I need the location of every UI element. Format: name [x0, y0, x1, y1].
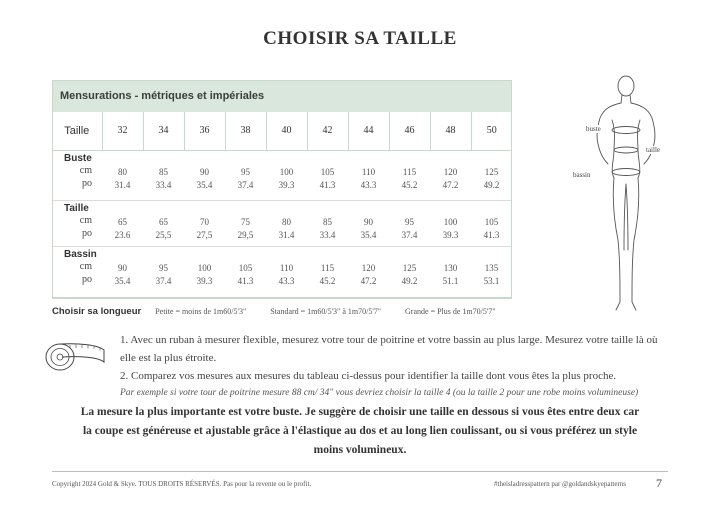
footer-hashtag: #theisladresspattern par @goldandskyepatterns [494, 480, 627, 488]
value-cm: 115 [320, 262, 335, 273]
instruction-step-1: 1. Avec un ruban à mesurer flexible, mesurez votre tour de poitrine et votre bassin au plus large. Mesurez votre taille là où elle est la plus étroite. [120, 334, 658, 364]
value-cm: 80 [282, 216, 291, 227]
value-po: 47.2 [442, 179, 459, 190]
measurement-value-cell [389, 200, 430, 246]
size-header-50: 50 [471, 112, 512, 150]
value-po: 23.6 [114, 229, 131, 240]
cell-spacer [471, 153, 512, 166]
measurement-row-buste [52, 150, 512, 200]
value-po: 37.4 [401, 229, 418, 240]
value-po: 43.3 [360, 179, 377, 190]
cell-spacer [266, 203, 307, 216]
measurement-value-cell [266, 200, 307, 246]
figure-label-waist: taille [646, 146, 660, 154]
measurement-value-cell [430, 150, 471, 200]
measurement-row-taille [52, 200, 512, 246]
measurement-value-cell [430, 246, 471, 298]
cell-spacer [266, 153, 307, 166]
value-po: 41.3 [483, 229, 500, 240]
length-guide [52, 306, 532, 317]
value-po: 31.4 [114, 179, 131, 190]
size-header-32: 32 [102, 112, 143, 150]
cell-spacer [102, 153, 143, 166]
measurements-body [52, 150, 512, 298]
value-po: 37.4 [237, 179, 254, 190]
cell-spacer [184, 203, 225, 216]
measurement-value-cell [307, 200, 348, 246]
cell-spacer [102, 203, 143, 216]
measurement-value-cell [348, 200, 389, 246]
value-po: 43.3 [278, 275, 295, 286]
value-po: 39.3 [442, 229, 459, 240]
value-po: 39.3 [196, 275, 213, 286]
measurement-value-cell [184, 246, 225, 298]
value-cm: 95 [405, 216, 414, 227]
value-po: 37.4 [155, 275, 172, 286]
unit-label: po [82, 177, 92, 189]
key-note: La mesure la plus importante est votre buste. Je suggère de choisir une taille en dessous si vous êtes entre deux car la coupe est généreuse et ajustable grâce à l'élastique au dos et au long lien coulissant, ou si vous préférez un style moins volumineux. [80, 406, 640, 456]
cell-spacer [184, 249, 225, 262]
cell-spacer [143, 153, 184, 166]
figure-label-bust: buste [586, 125, 601, 133]
value-cm: 105 [484, 216, 499, 227]
measurement-value-cell [471, 246, 512, 298]
instructions [120, 331, 676, 401]
measurement-value-cell [225, 246, 266, 298]
cell-spacer [389, 249, 430, 262]
measurement-value-cell [471, 150, 512, 200]
measurement-value-cell [389, 150, 430, 200]
measurement-value-cell [307, 150, 348, 200]
value-cm: 95 [159, 262, 168, 273]
value-po: 45.2 [401, 179, 418, 190]
value-cm: 70 [200, 216, 209, 227]
cell-spacer [225, 153, 266, 166]
value-cm: 130 [443, 262, 458, 273]
value-cm: 90 [364, 216, 373, 227]
value-cm: 125 [402, 262, 417, 273]
cell-spacer [225, 249, 266, 262]
value-cm: 80 [118, 166, 127, 177]
size-header-44: 44 [348, 112, 389, 150]
length-option-petite: Petite = moins de 1m60/5'3" [155, 307, 247, 316]
measurement-value-cell [102, 200, 143, 246]
measuring-tape-icon [40, 336, 108, 378]
value-cm: 100 [443, 216, 458, 227]
unit-label: cm [79, 260, 92, 272]
cell-spacer [307, 249, 348, 262]
value-cm: 115 [402, 166, 417, 177]
measurement-value-cell [184, 150, 225, 200]
length-label: Choisir sa longueur [52, 306, 142, 317]
unit-label: po [82, 273, 92, 285]
cell-spacer [225, 203, 266, 216]
cell-spacer [430, 153, 471, 166]
table-header: Mensurations - métriques et impériales [52, 80, 512, 112]
instruction-step-2: 2. Comparez vos mesures aux mesures du tableau ci-dessus pour identifier la taille dont vous êtes la plus proche. [120, 370, 617, 382]
measurement-name: Bassin [64, 248, 97, 260]
cell-spacer [389, 153, 430, 166]
value-cm: 135 [484, 262, 499, 273]
size-row [52, 112, 512, 150]
value-cm: 90 [118, 262, 127, 273]
measurement-name: Taille [64, 202, 89, 214]
measurement-value-cell [143, 200, 184, 246]
value-cm: 110 [361, 166, 376, 177]
cell-spacer [184, 153, 225, 166]
measurement-value-cell [307, 246, 348, 298]
value-cm: 95 [241, 166, 250, 177]
page-number: 7 [656, 476, 662, 490]
value-cm: 90 [200, 166, 209, 177]
value-cm: 125 [484, 166, 499, 177]
value-cm: 120 [443, 166, 458, 177]
cell-spacer [348, 249, 389, 262]
length-option-grande: Grande = Plus de 1m70/5'7" [405, 307, 496, 316]
value-po: 49.2 [401, 275, 418, 286]
value-cm: 100 [197, 262, 212, 273]
measurement-value-cell [471, 200, 512, 246]
cell-spacer [102, 249, 143, 262]
unit-label: po [82, 227, 92, 239]
value-po: 35.4 [114, 275, 131, 286]
size-header-38: 38 [225, 112, 266, 150]
unit-label: cm [79, 164, 92, 176]
value-cm: 65 [118, 216, 127, 227]
size-header-36: 36 [184, 112, 225, 150]
figure-label-hip: bassin [573, 171, 591, 179]
measurement-value-cell [102, 150, 143, 200]
instruction-example: Par exemple si votre tour de poitrine mesure 88 cm/ 34" vous devriez choisir la taille 4 (ou la taille 2 pour une robe moins volumineuse) [120, 388, 639, 398]
value-po: 39.3 [278, 179, 295, 190]
cell-spacer [143, 203, 184, 216]
value-cm: 105 [320, 166, 335, 177]
value-po: 47.2 [360, 275, 377, 286]
cell-spacer [348, 153, 389, 166]
cell-spacer [266, 249, 307, 262]
size-row-label: Taille [52, 112, 102, 150]
value-po: 33.4 [155, 179, 172, 190]
value-po: 49.2 [483, 179, 500, 190]
measurement-value-cell [102, 246, 143, 298]
value-cm: 85 [159, 166, 168, 177]
page-title: CHOISIR SA TAILLE [263, 28, 457, 49]
cell-spacer [471, 249, 512, 262]
measurement-value-cell [184, 200, 225, 246]
measurement-value-cell [143, 246, 184, 298]
cell-spacer [389, 203, 430, 216]
value-po: 27,5 [196, 229, 213, 240]
size-header-42: 42 [307, 112, 348, 150]
value-po: 35.4 [360, 229, 377, 240]
measurement-value-cell [266, 246, 307, 298]
measurement-value-cell [225, 200, 266, 246]
size-header-48: 48 [430, 112, 471, 150]
measurement-value-cell [430, 200, 471, 246]
value-po: 41.3 [319, 179, 336, 190]
footer-copyright: Copyright 2024 Gold & Skye. TOUS DROITS RÉSERVÉS. Pas pour la revente ou le profit. [52, 480, 312, 488]
cell-spacer [143, 249, 184, 262]
measurement-label-cell [52, 246, 102, 298]
length-option-standard: Standard = 1m60/5'3" à 1m70/5'7" [270, 307, 382, 316]
value-po: 45.2 [319, 275, 336, 286]
measurement-label-cell [52, 200, 102, 246]
cell-spacer [430, 203, 471, 216]
value-po: 25,5 [155, 229, 172, 240]
value-po: 33.4 [319, 229, 336, 240]
value-po: 35.4 [196, 179, 213, 190]
measurement-value-cell [348, 246, 389, 298]
measurement-label-cell [52, 150, 102, 200]
cell-spacer [471, 203, 512, 216]
measurement-value-cell [389, 246, 430, 298]
measurement-value-cell [143, 150, 184, 200]
value-cm: 105 [238, 262, 253, 273]
value-cm: 110 [279, 262, 294, 273]
measurement-value-cell [225, 150, 266, 200]
value-cm: 75 [241, 216, 250, 227]
measurement-name: Buste [64, 152, 92, 164]
size-header-40: 40 [266, 112, 307, 150]
value-po: 51.1 [442, 275, 459, 286]
value-po: 31.4 [278, 229, 295, 240]
value-cm: 100 [279, 166, 294, 177]
cell-spacer [307, 203, 348, 216]
size-chart-table [52, 80, 512, 299]
value-po: 41.3 [237, 275, 254, 286]
table-header-row [52, 80, 512, 112]
footer-divider [52, 471, 668, 472]
unit-label: cm [79, 214, 92, 226]
size-header-34: 34 [143, 112, 184, 150]
value-po: 29,5 [237, 229, 254, 240]
measurement-value-cell [266, 150, 307, 200]
size-header-46: 46 [389, 112, 430, 150]
cell-spacer [307, 153, 348, 166]
cell-spacer [430, 249, 471, 262]
value-cm: 85 [323, 216, 332, 227]
cell-spacer [348, 203, 389, 216]
measurement-value-cell [348, 150, 389, 200]
value-cm: 120 [361, 262, 376, 273]
value-cm: 65 [159, 216, 168, 227]
body-figure-illustration [560, 70, 688, 316]
value-po: 53.1 [483, 275, 500, 286]
measurement-row-bassin [52, 246, 512, 298]
